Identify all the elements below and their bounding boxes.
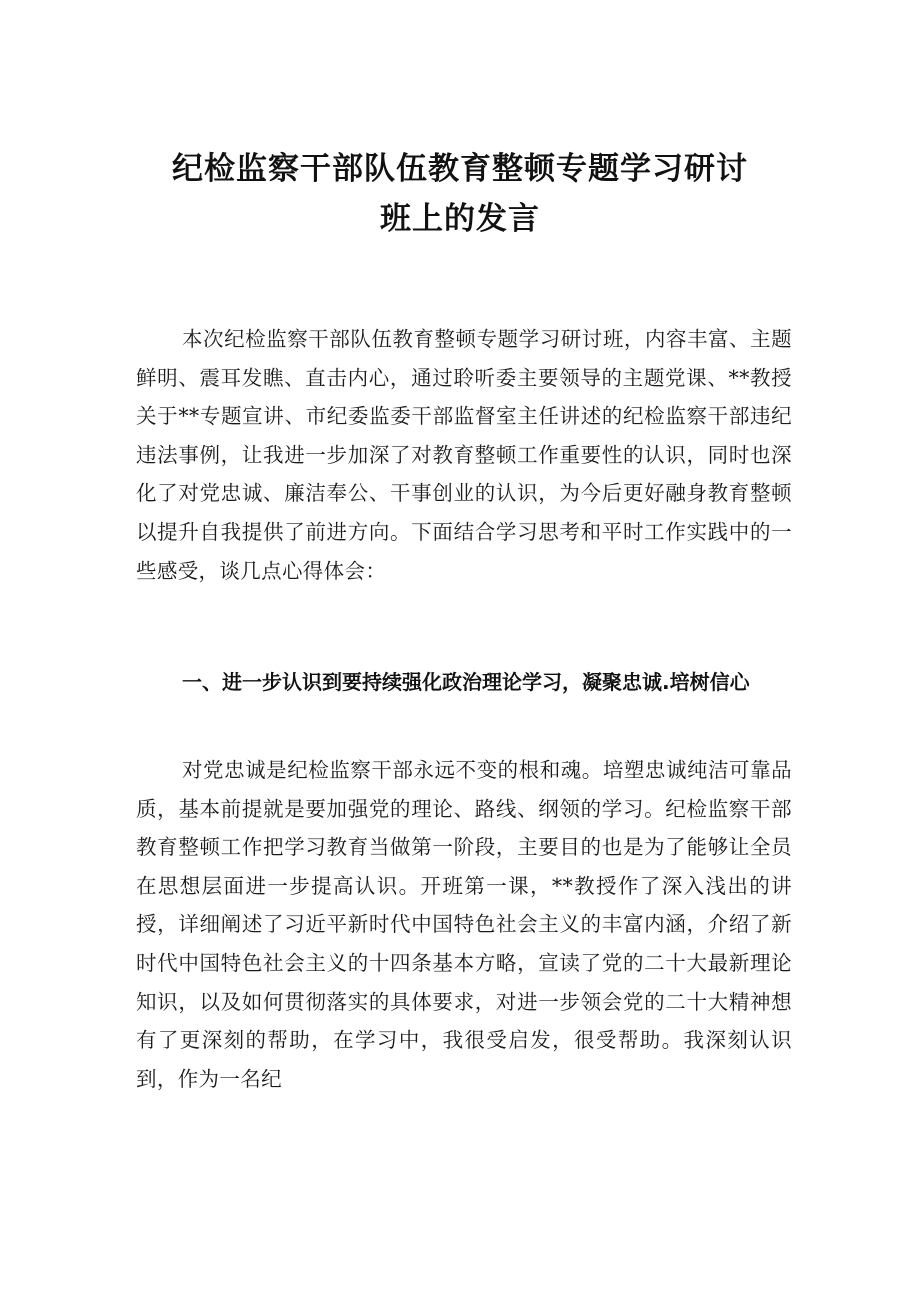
body-paragraph-2: 对党忠诚是纪检监察干部永远不变的根和魂。培塑忠诚纯洁可靠品质，基本前提就是要加强党的理论、路线、纲领的学习。纪检监察干部教育整顿工作把学习教育当做第一阶段，主要目的也是为了能够让全员在思想层面进一步提高认识。开班第一课，**教授作了深入浅出的讲授，详细阐述了习近平新时代中国特色社会主义的丰富内涵，介绍了新时代中国特色社会主义的十四条基本方略，宣读了党的二十大最新理论知识，以及如何贯彻落实的具体要求，对进一步领会党的二十大精神想有了更深刻的帮助，在学习中，我很受启发，很受帮助。我深刻认识到，作为一名纪 [136,758,792,1091]
document-title-line-2: 班上的发言 [380,201,540,237]
body-paragraph-1: 本次纪检监察干部队伍教育整顿专题学习研讨班，内容丰富、主题鲜明、震耳发瞧、直击内心，通过聆听委主要领导的主题党课、**教授关于**专题宣讲、市纪委监委干部监督室主任讲述的纪检监察干部违纪违法事例，让我进一步加深了对教育整顿工作重要性的认识，同时也深化了对党忠诚、廉洁奉公、干事创业的认识，为今后更好融身教育整顿以提升自我提供了前进方向。下面结合学习思考和平时工作实践中的一些感受，谈几点心得体会： [136,327,792,583]
document-title-line-1: 纪检监察干部队伍教育整顿专题学习研讨 [172,151,748,187]
section-heading-1: 一、进一步认识到要持续强化政治理论学习，凝聚忠诚.培树信心 [182,670,750,694]
